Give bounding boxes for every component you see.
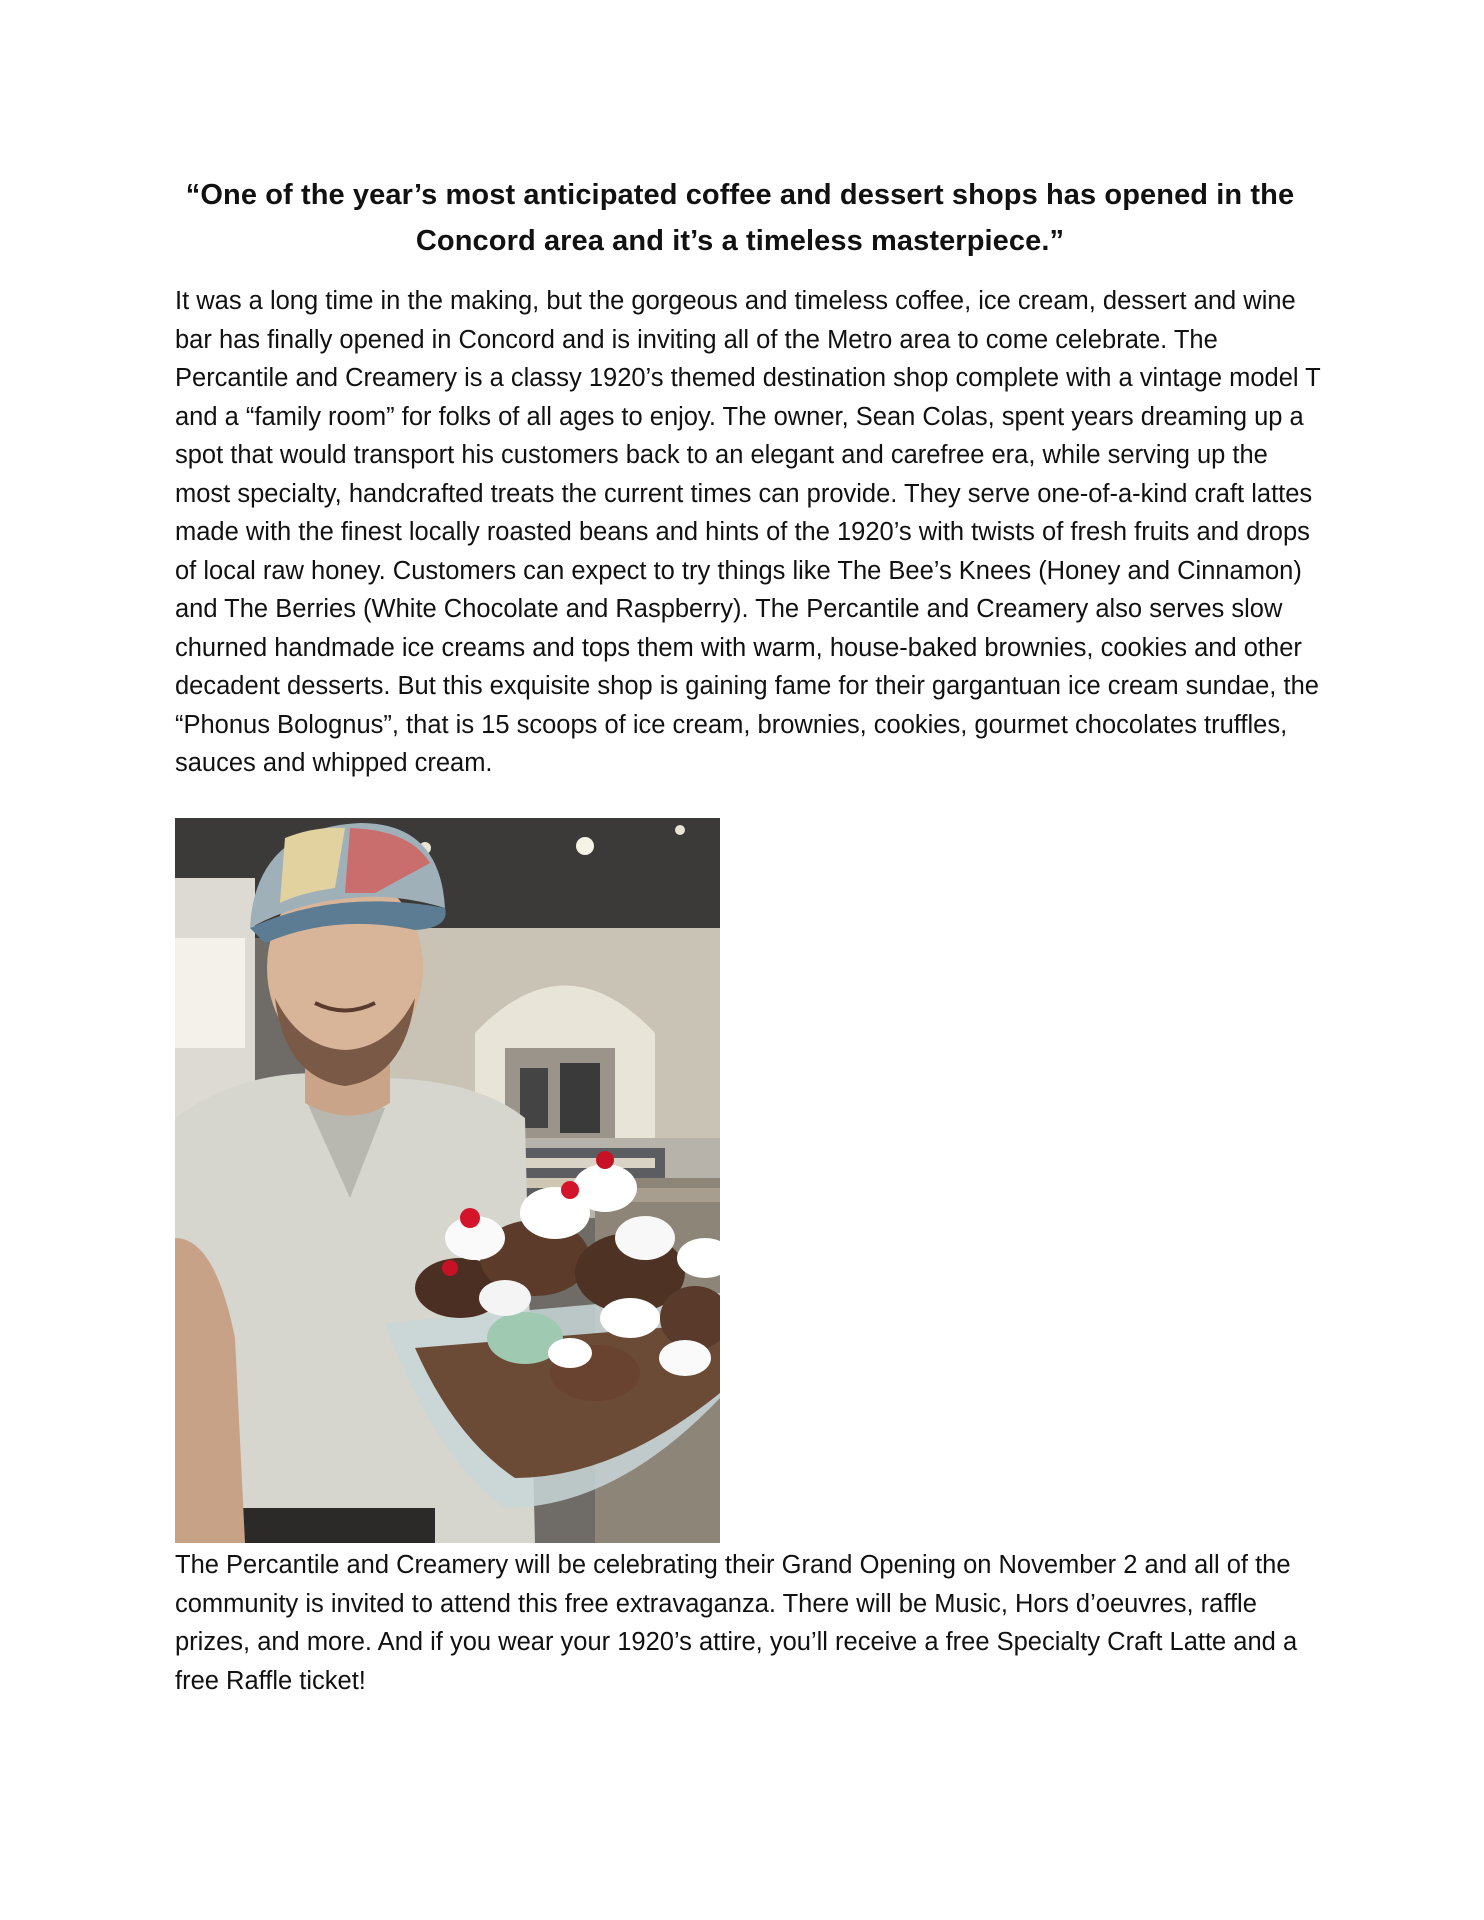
article-paragraph-2: The Percantile and Creamery will be celebrating their Grand Opening on November 2 and all of the community is invited to attend this free extravaganza. There will be Music, Hors d’oeuvres, raffle prizes, and more. And if you wear your 1920’s attire, you’ll receive a free Specialty Craft Latte and a free Raffle ticket! — [175, 1551, 1298, 1695]
owner-with-sundae-photo — [175, 818, 720, 1543]
article-paragraph-1: It was a long time in the making, but the gorgeous and timeless coffee, ice cream, dessert and wine bar has finally opened in Concord and is inviting all of the Metro area to come celebrate. The Percantile and Creamery is a classy 1920’s themed destination shop complete with a vintage model T and a “family room” for folks of all ages to enjoy. The owner, Sean Colas, spent years dreaming up a spot that would transport his customers back to an elegant and carefree era, while serving up the most specialty, handcrafted treats the current times can provide. They serve one-of-a-kind craft lattes made with the finest locally roasted beans and hints of the 1920’s with twists of fresh fruits and drops of local raw honey. Customers can expect to try things like The Bee’s Knees (Honey and Cinnamon) and The Berries (White Chocolate and Raspberry). The Percantile and Creamery also serves slow churned handmade ice creams and tops them with warm, house-baked brownies, cookies and other decadent desserts. But this exquisite shop is gaining fame for their gargantuan ice cream sundae, the “Phonus Bolognus”, that is 15 scoops of ice cream, brownies, cookies, gourmet chocolates truffles, sauces and whipped cream. — [175, 287, 1321, 777]
headline-line-2: Concord area and it’s a timeless masterpiece.” — [415, 225, 1065, 257]
headline-line-1: “One of the year’s most anticipated coffee and dessert shops has opened in the — [185, 179, 1295, 211]
article-headline — [150, 172, 1330, 264]
